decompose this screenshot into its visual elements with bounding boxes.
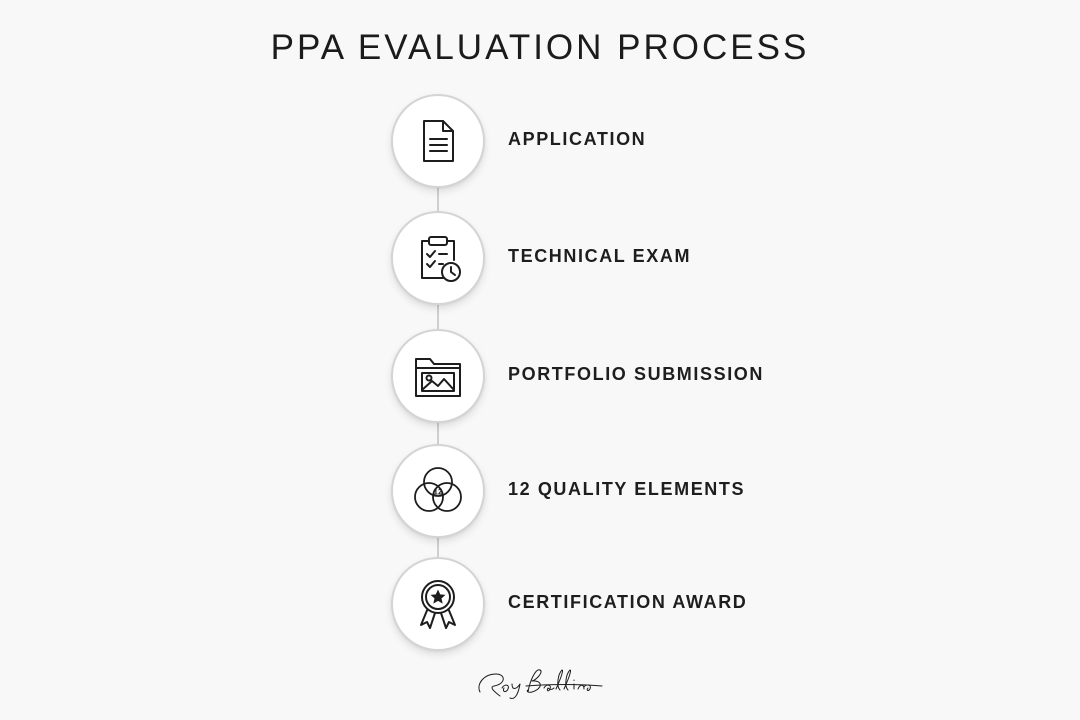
step-label: 12 QUALITY ELEMENTS [508,479,746,499]
page-title: PPA EVALUATION PROCESS [270,28,810,67]
step-label: CERTIFICATION AWARD [508,592,748,612]
step-icon-circle [391,557,485,651]
process-step-quality-elements [391,444,951,538]
process-step-certification-award [391,557,951,651]
venn-diagram-icon [408,461,468,521]
clipboard-clock-icon [412,232,464,284]
step-label: PORTFOLIO SUBMISSION [508,364,765,384]
document-icon [413,116,463,166]
process-step-application [391,94,951,188]
step-label: APPLICATION [508,129,647,149]
process-step-portfolio-submission [391,329,951,423]
step-icon-circle [391,94,485,188]
award-ribbon-icon [409,575,467,633]
step-label: TECHNICAL EXAM [508,246,692,266]
step-icon-circle [391,329,485,423]
quality-elements-badge: 12 [433,487,443,497]
image-folder-icon [411,349,465,403]
step-icon-circle [391,211,485,305]
process-step-technical-exam [391,211,951,305]
signature-icon [470,662,610,702]
step-icon-circle [391,444,485,538]
